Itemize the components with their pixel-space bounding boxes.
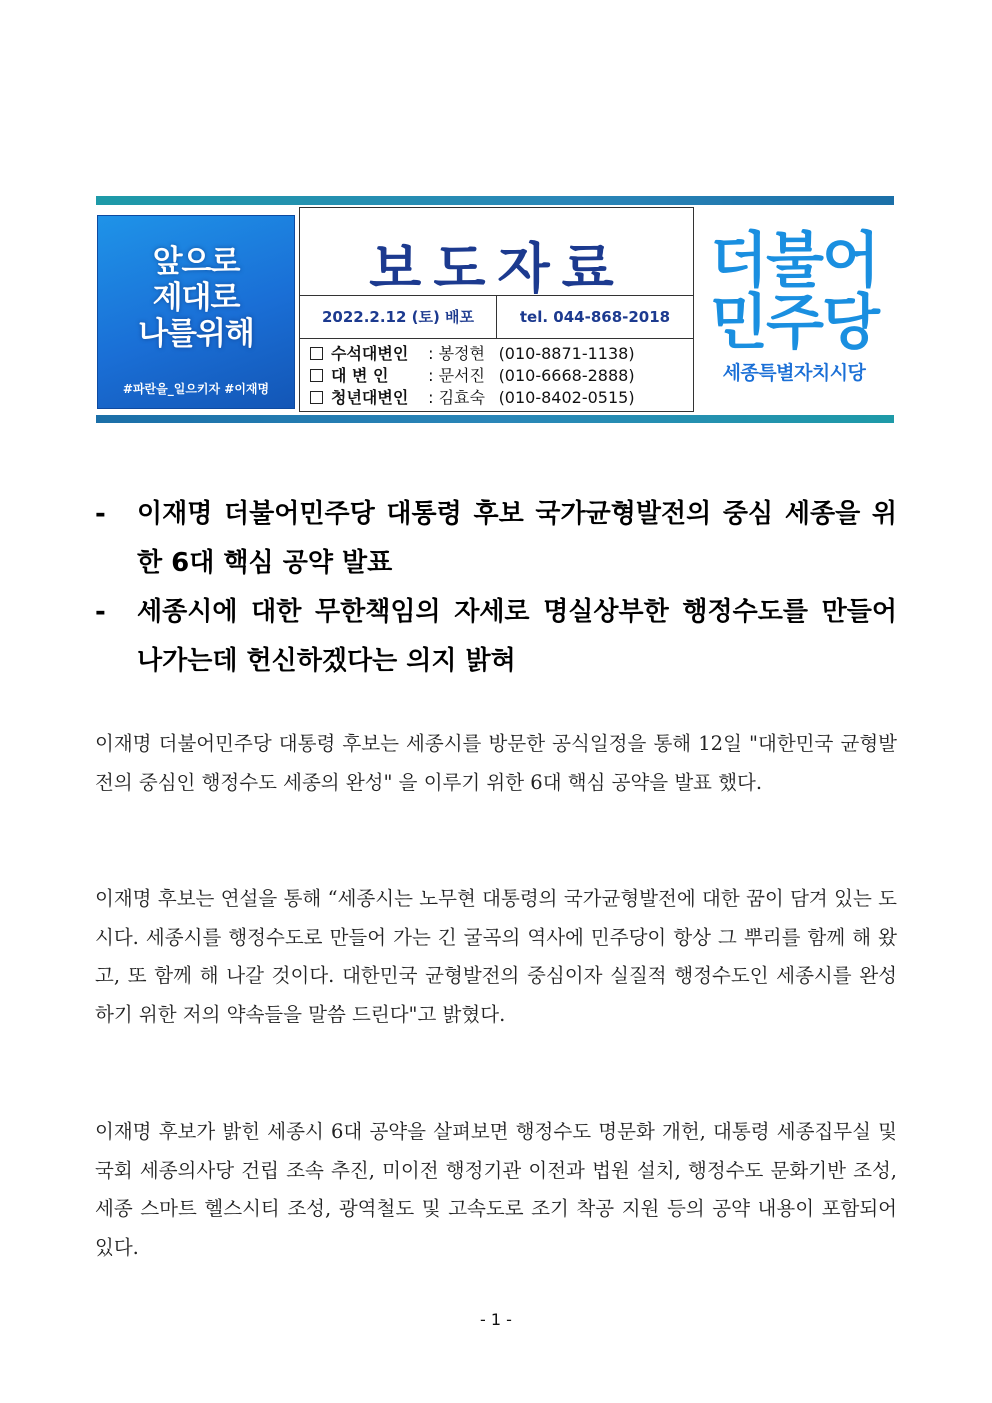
spokesperson-row: 청년대변인 : 김효숙 (010-8402-0515) — [310, 387, 690, 409]
spokesperson-name: 봉정현 — [438, 344, 485, 363]
press-release-header — [299, 207, 694, 412]
slogan-line: 나를위해 — [138, 316, 254, 352]
release-info-row — [300, 295, 693, 339]
checkbox-square-icon — [310, 391, 323, 404]
spokesperson-role: 대 변 인 — [331, 366, 389, 385]
dash-bullet: - — [95, 499, 106, 529]
party-logo — [706, 226, 882, 385]
header-bottom-bar — [96, 415, 894, 423]
spokesperson-phone: (010-8871-1138) — [498, 344, 635, 363]
release-date: 2022.2.12 (토) 배포 — [300, 296, 497, 338]
party-branch: 세종특별자치시당 — [722, 362, 866, 384]
headline-text: 이재명 더불어민주당 대통령 후보 국가균형발전의 중심 세종을 위한 6대 핵심 공약 발표 — [137, 499, 897, 578]
spokesperson-name: 김효숙 — [438, 388, 485, 407]
spokesperson-phone: (010-8402-0515) — [498, 388, 635, 407]
checkbox-square-icon — [310, 347, 323, 360]
header-top-bar — [96, 196, 894, 205]
slogan-line: 앞으로 — [152, 244, 240, 280]
slogan-text — [98, 244, 294, 352]
body-paragraph: 이재명 후보는 연설을 통해 “세종시는 노무현 대통령의 국가균형발전에 대한 꿈이 담겨 있는 도시다. 세종시를 행정수도로 만들어 가는 긴 굴곡의 역사에 민주당이 항상 그 뿌리를 함께 해 왔고, 또 함께 해 나갈 것이다. 대한민국 균형발전의 중심이자 실질적 행정수도인 세종시를 완성하기 위한 저의 약속들을 말씀 드린다"고 밝혔다. — [95, 887, 897, 1026]
slogan-line: 제대로 — [152, 280, 240, 316]
spokesperson-row: 대 변 인 : 문서진 (010-6668-2888) — [310, 365, 690, 387]
page-number: - 1 - — [480, 1310, 512, 1329]
headline-text: 세종시에 대한 무한책임의 자세로 명실상부한 행정수도를 만들어 나가는데 헌신하겠다는 의지 밝혀 — [137, 597, 897, 676]
contact-telephone: tel. 044-868-2018 — [519, 308, 671, 326]
document-title: 보도자료 — [369, 237, 626, 300]
dash-bullet: - — [95, 597, 106, 627]
body-paragraph: 이재명 후보가 밝힌 세종시 6대 공약을 살펴보면 행정수도 명문화 개헌, 대통령 세종집무실 및 국회 세종의사당 건립 조속 추진, 미이전 행정기관 이전과 법원 설치, 행정수도 문화기반 조성, 세종 스마트 헬스시티 조성, 광역철도 및 고속도로 조기 착공 지원 등의 공약 내용이 포함되어 있다. — [95, 1120, 897, 1259]
spokesperson-row: 수석대변인 : 봉정현 (010-8871-1138) — [310, 343, 690, 365]
campaign-slogan-banner — [97, 215, 295, 409]
spokesperson-name: 문서진 — [438, 366, 485, 385]
spokesperson-role: 청년대변인 — [331, 388, 409, 407]
party-name-line: 민주당 — [710, 288, 878, 358]
checkbox-square-icon — [310, 369, 323, 382]
headline-item — [95, 588, 897, 686]
spokesperson-role: 수석대변인 — [331, 344, 409, 363]
spokesperson-phone: (010-6668-2888) — [498, 366, 635, 385]
headline-item — [95, 490, 897, 588]
body-paragraph: 이재명 더불어민주당 대통령 후보는 세종시를 방문한 공식일정을 통해 12일 "대한민국 균형발전의 중심인 행정수도 세종의 완성" 을 이루기 위한 6대 핵심 공약을 발표 했다. — [95, 732, 897, 794]
slogan-hashtag: #파란을_일으키자 #이재명 — [122, 382, 270, 396]
party-name-line: 더불어 — [710, 226, 878, 296]
headline-list — [95, 490, 897, 686]
spokesperson-list — [310, 343, 690, 409]
